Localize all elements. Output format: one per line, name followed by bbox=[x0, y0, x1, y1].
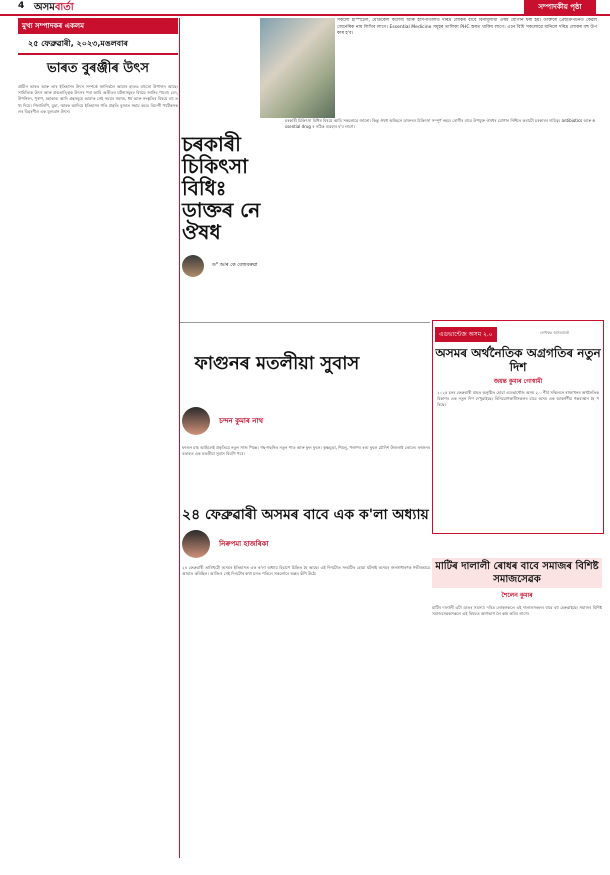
author-name: ড° আৰ কে বেজবৰুৱা bbox=[212, 262, 258, 268]
box-tag: এডভান্টেজ অসম ২.০ bbox=[435, 327, 497, 342]
main-article-intro: সকলো হস্পিটেল, মেডিকেল কলেজ আৰু হাসপাতালত দৰিদ্ৰ লোকৰ বাবে বিনামূলীয়া ঔষধ যোগান ধৰা হয়। ডাক্তৰে প্ৰেছক্ৰিপচনত কেৱল জেনেৰিক নাম লিখিব লাগে। Essential Medicine সমূহৰ তালিকা PHC স্তৰত থাকিব লাগে। এনে বিধি সকলোৱে মানিলে দৰিদ্ৰ লোকৰ বহু উপকাৰ হ'ব। bbox=[337, 18, 597, 36]
fagun-body: ফাগুন মাহ আহিলেই প্ৰকৃতিয়ে নতুন সাজ পিন্ধে। গছ-গছনিত নতুন পাত আৰু ফুল ফুলে। কৃষ্ণচূড়া, শিমলু, পলাশৰ ৰঙা ফুলে চৌদিশ উজলাই তোলে। ফাগুনৰ বতাহত এক মতলীয়া সুবাস বিয়পি পৰে। bbox=[182, 445, 430, 457]
fagun-headline: ফাগুনৰ মতলীয়া সুবাস bbox=[194, 353, 360, 374]
main-article-body: চৰকাৰী চিকিৎসা বিধিৰ বিষয়ে আমি সকলোৱে জানো। কিন্তু ঔষধ অবিহনে ডাক্তৰৰ চিকিৎসা সম্পূৰ্ণ নহয়। ৰোগীৰ বাবে উপযুক্ত ঔষধৰ যোগান নিশ্চিত কৰাটো চৰকাৰৰ দায়িত্ব। antibiotics আৰু essential drug ৰ সঠিক ব্যৱহাৰ হ'ব লাগে। bbox=[285, 118, 595, 130]
signoff: লেখকঃ অসমবাৰ্তা bbox=[540, 330, 570, 335]
box-title: অসমৰ অৰ্থনৈতিক অগ্ৰগতিৰ নতুন দিশ bbox=[435, 346, 601, 374]
author-avatar bbox=[182, 255, 204, 277]
box-author: জয়ন্ত কুমাৰ গোস্বামী bbox=[493, 378, 543, 385]
feb-headline: ২৪ ফেব্ৰুৱাৰী অসমৰ বাবে এক ক'লা অধ্যায় bbox=[182, 507, 429, 523]
pharmacy-photo bbox=[260, 18, 335, 118]
advantage-assam-box bbox=[432, 320, 604, 534]
page-header bbox=[0, 0, 610, 16]
mati-body: মাটিৰ দালালী এটা ডাঙৰ সমস্যা। দৰিদ্ৰ লোকসকলে এই দালালসকলৰ বাবে বহু হেৰুৱাইছে। সমাজৰ বিশিষ্ট সমাজসেৱকসকলে এই বিষয়ত আগভাগ লৈ কাম কৰিব লাগে। bbox=[432, 605, 602, 617]
masthead-logo bbox=[34, 0, 74, 17]
box-body: ২০২৫ চনৰ ফেব্ৰুৱাৰী মাহত অনুষ্ঠিত হোৱা এডভান্টেজ অসম ২.০ শীৰ্ষ সন্মিলনে ৰাজ্যখনৰ অৰ্থনৈতিক বিকাশৰ এক নতুন দিশ দেখুৱাইছে। বিনিয়োগকাৰীসকলৰ বাবে অসম এক আকৰ্ষণীয় গন্তব্যস্থান হৈ পৰিছে। bbox=[437, 390, 599, 408]
fagun-author bbox=[182, 407, 302, 435]
author-name: চন্দন কুমাৰ নাথ bbox=[219, 417, 264, 425]
divider bbox=[180, 322, 430, 323]
feb-body: ২৪ ফেব্ৰুৱাৰী তাৰিখটো অসমৰ ইতিহাসত এক ক'লা অধ্যায় হিচাপে চিহ্নিত হৈ আছে। এই দিনটোত সংঘটিত হোৱা ঘটনাই অসমৰ জনসাধাৰণক গভীৰভাৱে আঘাত কৰিছিল। আজিও সেই দিনটোৰ কথা মনত পৰিলে সকলোৰে অন্তৰ কঁপি উঠে। bbox=[182, 565, 430, 577]
column-divider bbox=[179, 18, 180, 858]
issue-date: ২৫ ফেব্ৰুৱাৰী, ২০২৩,মঙলবাৰ bbox=[28, 39, 128, 48]
editor-label: মুখ্য সম্পাদকৰ একলম bbox=[18, 18, 178, 34]
left-column bbox=[18, 18, 178, 854]
main-author bbox=[182, 255, 282, 277]
mati-headline: মাটিৰ দালালী ৰোধৰ বাবে সমাজৰ বিশিষ্ট সমাজসেৱক bbox=[432, 558, 602, 588]
mati-article bbox=[432, 558, 602, 875]
logo-part2: বাৰ্তা bbox=[54, 2, 74, 13]
logo-part1: অসম bbox=[34, 2, 55, 13]
section-label: সম্পাদকীয় পৃষ্ঠা bbox=[524, 0, 596, 14]
editorial-title: ভাৰত বুৰঞ্জীৰ উৎস bbox=[47, 61, 149, 76]
page-number: 4 bbox=[18, 1, 25, 11]
author-name: নিৰুপমা হাজৰিকা bbox=[219, 540, 269, 548]
main-headline: চৰকাৰী চিকিৎসা বিধিঃ ডাক্তৰ নে ঔষধ bbox=[182, 132, 261, 244]
editorial-body: প্ৰাচীন ভাৰত আৰু তাৰ ইতিহাসৰ উৎস সম্পৰ্কে জানিবলৈ আমাৰ হাতত বহুতো উপাদান আছে। সাহিত্যিক উৎস আৰু প্ৰত্নতাত্ত্বিক উৎসৰ পৰা আমি অতীতৰ ঘটনাসমূহৰ বিষয়ে জানিব পাৰো। বেদ, উপনিষদ, পুৰাণ, মহাকাব্য আদি গ্ৰন্থসমূহে আমাক সেই সময়ৰ সমাজ, ধৰ্ম আৰু সংস্কৃতিৰ বিষয়ে বহু তথ্য দিয়ে। শিলালিপি, মুদ্ৰা, স্মাৰক আদিয়ে ইতিহাসৰ গতি প্ৰকৃতি বুজাত সহায় কৰে। বিদেশী পৰ্যটকসকলৰ বিৱৰণীও এক মূল্যবান উৎস। bbox=[18, 84, 178, 114]
author-avatar bbox=[182, 530, 210, 558]
feb-author bbox=[182, 530, 302, 558]
author-avatar bbox=[182, 407, 210, 435]
mati-author: শৈলেন কুমাৰ bbox=[501, 592, 533, 599]
divider bbox=[18, 53, 178, 55]
